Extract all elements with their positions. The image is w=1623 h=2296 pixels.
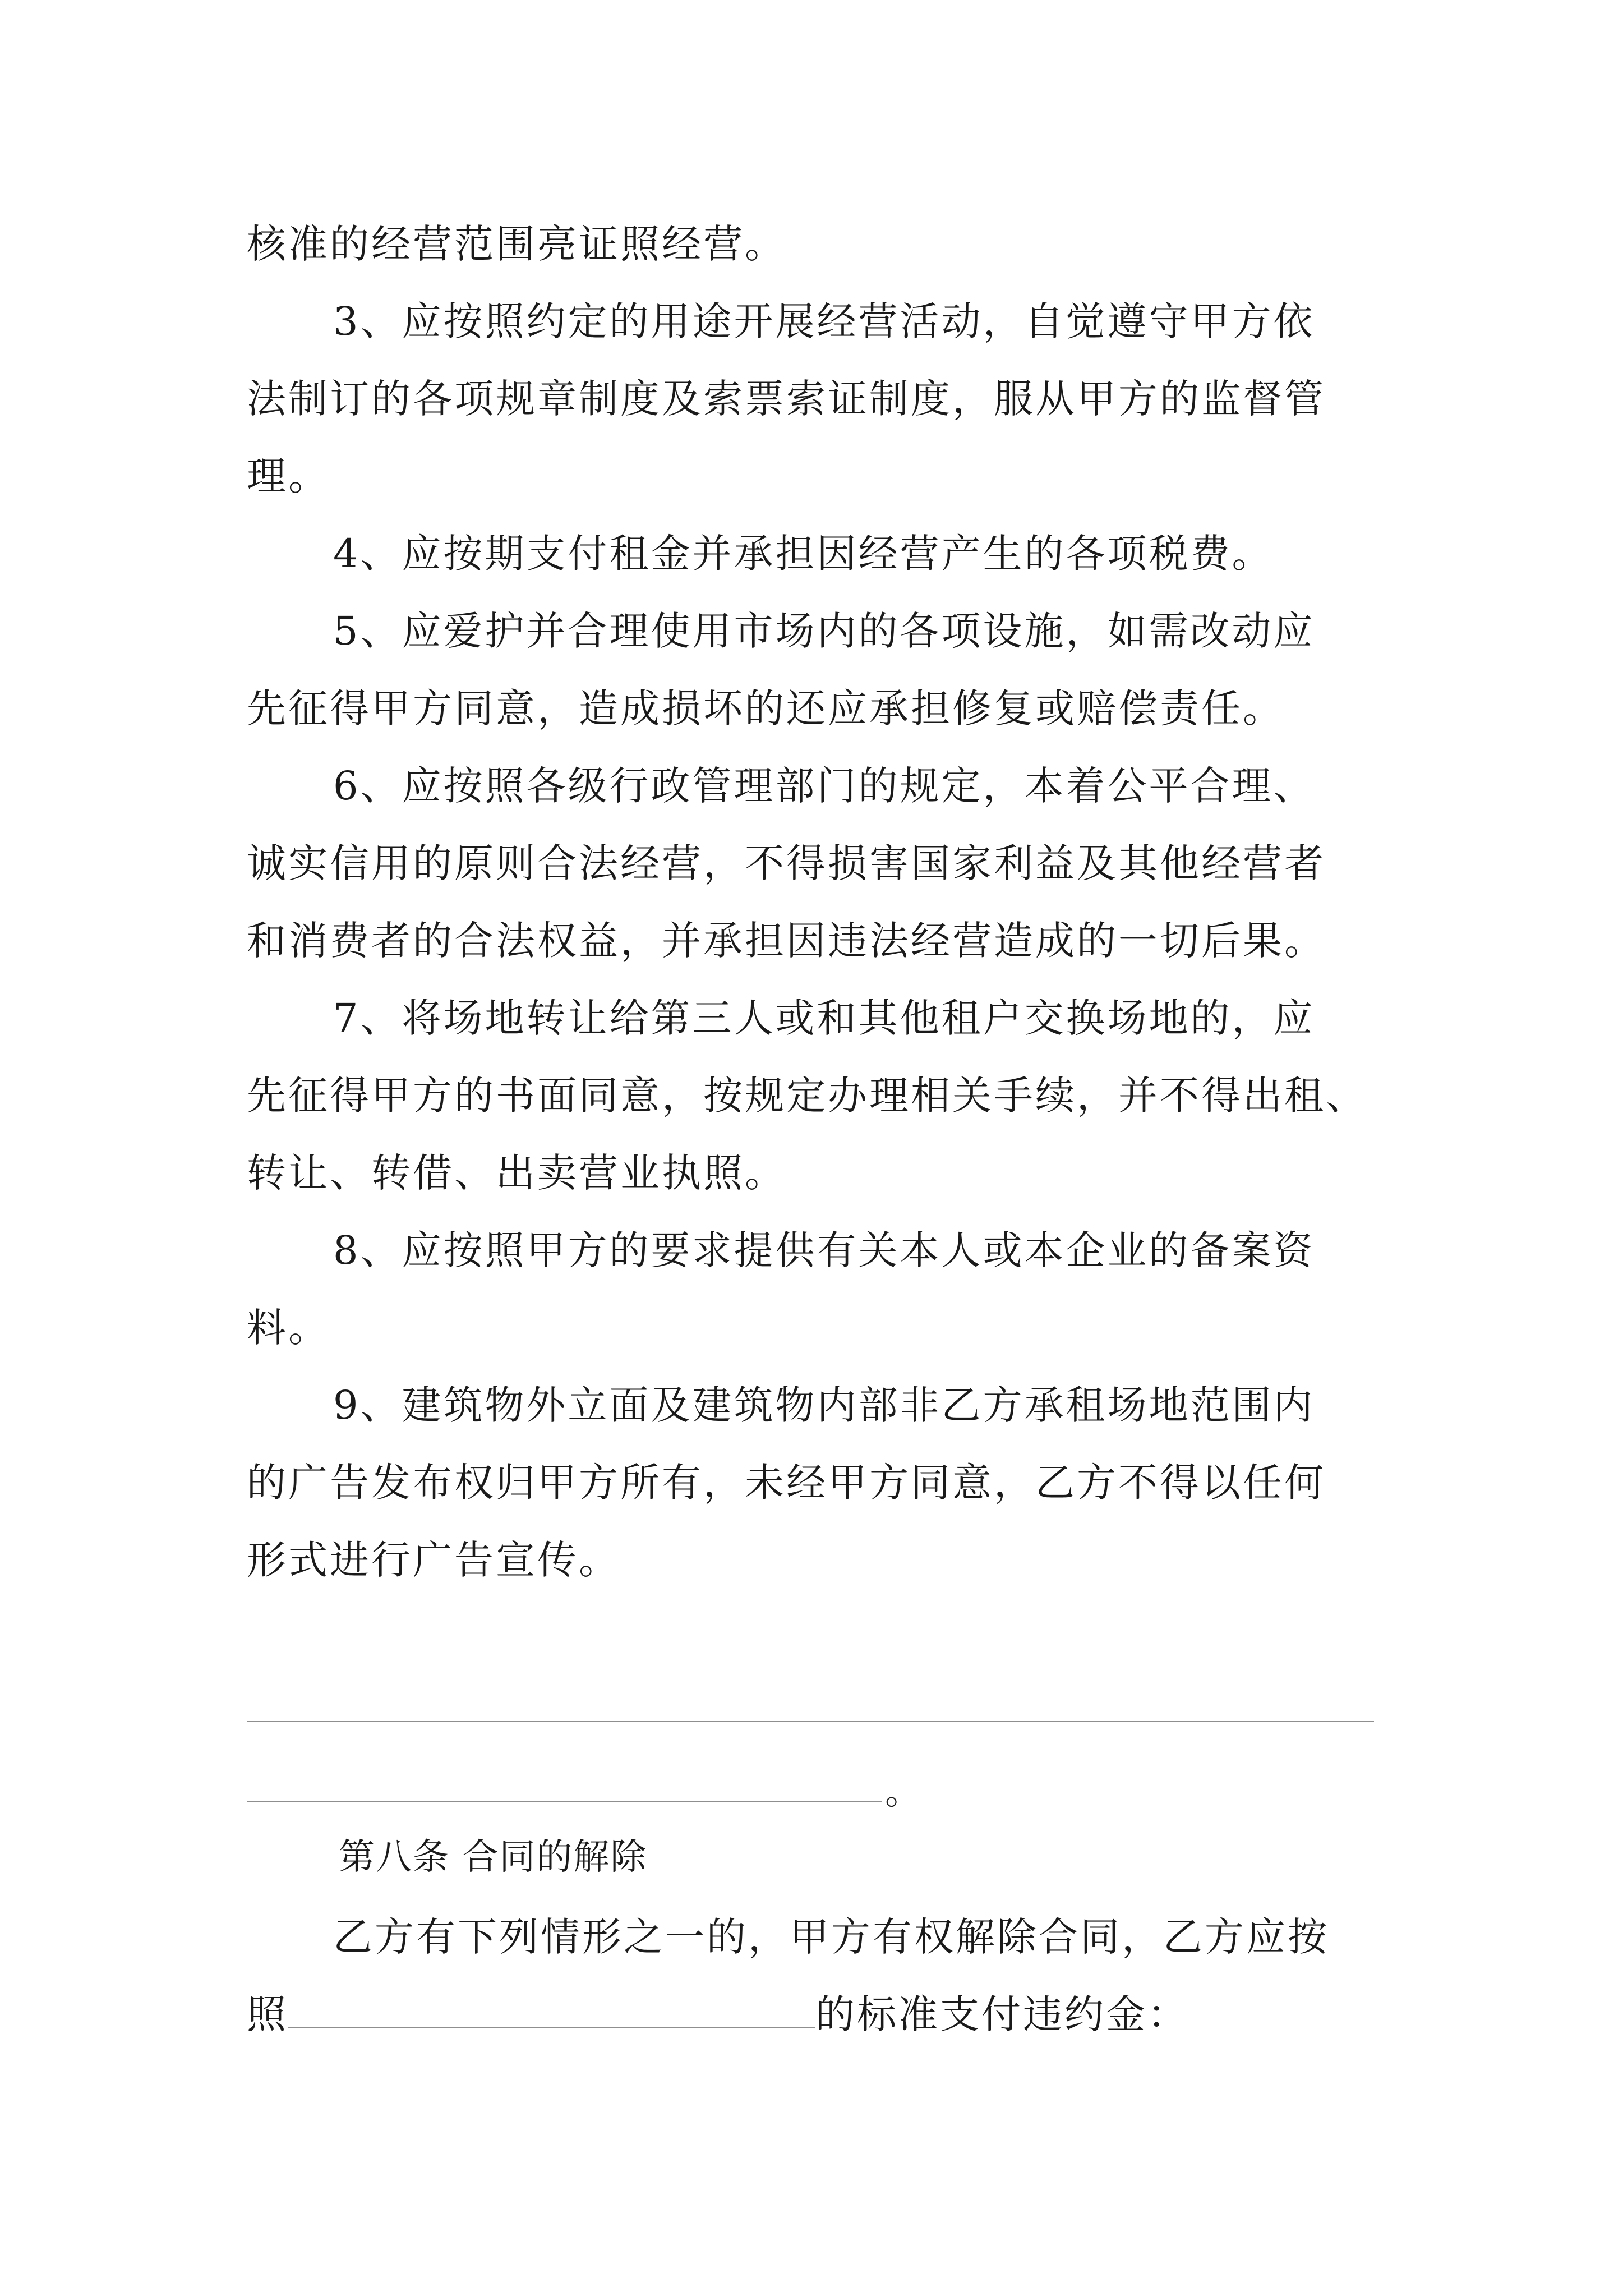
penalty-blank [288, 1993, 815, 2028]
section-heading: 第八条 合同的解除 [339, 1837, 648, 1878]
paragraph-line: 先征得甲方同意，造成损坏的还应承担修复或赔偿责任。 [247, 685, 1284, 731]
blank-end-mark: 。 [885, 1772, 923, 1813]
paragraph-line: 先征得甲方的书面同意，按规定办理相关手续，并不得出租、 [247, 1073, 1367, 1119]
paragraph-line: 5、应爱护并合理使用市场内的各项设施，如需改动应 [333, 608, 1315, 654]
paragraph-line: 9、建筑物外立面及建筑物内部非乙方承租场地范围内 [333, 1382, 1315, 1428]
paragraph-line: 和消费者的合法权益，并承担因违法经营造成的一切后果。 [247, 918, 1326, 964]
penalty-prefix: 照 [247, 1991, 288, 2037]
penalty-suffix: 的标准支付违约金： [815, 1991, 1189, 2037]
paragraph-line: 料。 [247, 1305, 330, 1351]
paragraph-line: 4、应按期支付租金并承担因经营产生的各项税费。 [333, 531, 1274, 577]
paragraph-line: 7、将场地转让给第三人或和其他租户交换场地的，应 [333, 995, 1315, 1041]
paragraph-line: 的广告发布权归甲方所有，未经甲方同意，乙方不得以任何 [247, 1460, 1326, 1506]
paragraph-line: 乙方有下列情形之一的，甲方有权解除合同，乙方应按 [333, 1914, 1329, 1960]
blank-fill-line [247, 1801, 882, 1802]
paragraph-line: 核准的经营范围亮证照经营。 [247, 221, 786, 267]
paragraph-line: 8、应按照甲方的要求提供有关本人或本企业的备案资 [333, 1227, 1315, 1273]
paragraph-line: 诚实信用的原则合法经营，不得损害国家利益及其他经营者 [247, 840, 1326, 886]
penalty-line [247, 1984, 1189, 2045]
paragraph-line: 转让、转借、出卖营业执照。 [247, 1150, 786, 1196]
paragraph-line: 法制订的各项规章制度及索票索证制度，服从甲方的监督管 [247, 376, 1326, 422]
paragraph-line: 3、应按照约定的用途开展经营活动，自觉遵守甲方依 [333, 298, 1315, 344]
paragraph-line: 形式进行广告宣传。 [247, 1537, 620, 1583]
blank-fill-line [247, 1721, 1374, 1722]
paragraph-line: 6、应按照各级行政管理部门的规定，本着公平合理、 [333, 763, 1315, 809]
paragraph-line: 理。 [247, 453, 330, 499]
